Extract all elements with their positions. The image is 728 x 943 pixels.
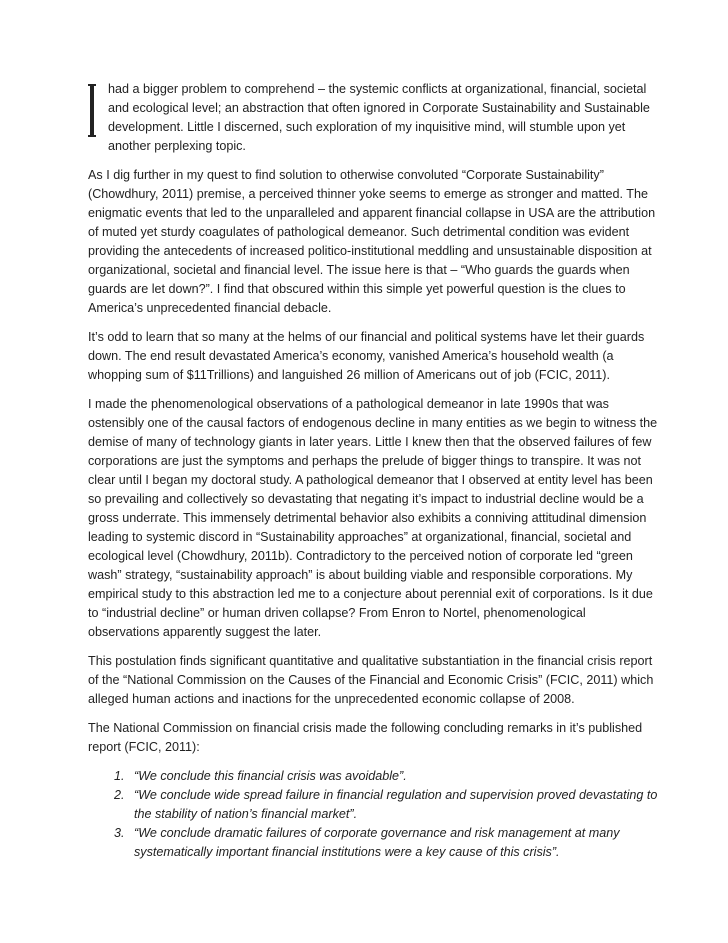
intro-line-2: and ecological level; an abstraction that often ignored in Corporate Sustainability and Sustainable <box>108 101 650 115</box>
body-paragraph: I made the phenomenological observations of a pathological demeanor in late 1990s that was ostensibly one of the causal factors of endogenous decline in many entities as we begin to witness the demise of many of technology giants in later years. Little I knew then that the observed failures of few corporations are just the symptoms and perhaps the prelude of bigger things to transpire. It was not clear until I began my doctoral study. A pathological demeanor that I observed at entity level has been so prevailing and collectively so devastating that negating it’s impact to industrial decline would be a gross underrate. This immensely detrimental behavior also exhibits a conniving attitudinal dimension leading to systemic discord in “Sustainability approaches” at organizational, financial, societal and ecological level (Chowdhury, 2011b). Contradictory to the perceived notion of corporate led “green wash” strategy, “sustainability approach” is about building viable and responsible corporations. My empirical study to this abstraction led me to a conjecture about perennial exit of corporations. Is it due to “industrial decline” or human driven collapse? From Enron to Nortel, phenomenological observations apparently suggest the later. <box>88 397 658 639</box>
intro-line-1: had a bigger problem to comprehend – the systemic conflicts at organizational, financial, societal <box>108 82 647 96</box>
conclusions-list <box>88 767 658 862</box>
dropcap-letter <box>88 84 108 141</box>
list-item: 1. “We conclude this financial crisis was avoidable”. <box>128 767 658 786</box>
body-paragraph: It’s odd to learn that so many at the helms of our financial and political systems have let their guards down. The end result devastated America’s economy, vanished America’s household wealth (a whopping sum of $11Trillions) and languished 26 million of Americans out of job (FCIC, 2011). <box>88 330 645 382</box>
intro-paragraph <box>88 80 658 156</box>
body-paragraph: As I dig further in my quest to find solution to otherwise convoluted “Corporate Sustainability” (Chowdhury, 2011) premise, a perceived thinner yoke seems to emerge as stronger and matted. The enigmatic events that led to the unparalleled and apparent financial collapse in USA are the attribution of muted yet sturdy coagulates of pathological demeanor. Such detrimental condition was evident providing the antecedents of increased politico-institutional meddling and unsustainable disposition at organizational, societal and financial level. The issue here is that – “Who guards the guards when guards are let down?”. I find that obscured within this simple yet powerful question is the clues to America’s unprecedented financial debacle. <box>88 168 656 315</box>
document-page <box>88 80 658 862</box>
list-item: 2. “We conclude wide spread failure in financial regulation and supervision proved devastating to the stability of nation’s financial market”. <box>128 786 658 824</box>
intro-line-4: another perplexing topic. <box>108 139 246 153</box>
body-paragraph: This postulation finds significant quantitative and qualitative substantiation in the financial crisis report of the “National Commission on the Causes of the Financial and Economic Crisis” (FCIC, 2011) which alleged human actions and inactions for the unprecedented economic collapse of 2008. <box>88 654 654 706</box>
body-paragraph: The National Commission on financial crisis made the following concluding remarks in it’s published report (FCIC, 2011): <box>88 721 643 754</box>
intro-line-3: development. Little I discerned, such exploration of my inquisitive mind, will stumble upon yet <box>108 120 626 134</box>
list-item: 3. “We conclude dramatic failures of corporate governance and risk management at many systematically important financial institutions were a key cause of this crisis”. <box>128 824 658 862</box>
